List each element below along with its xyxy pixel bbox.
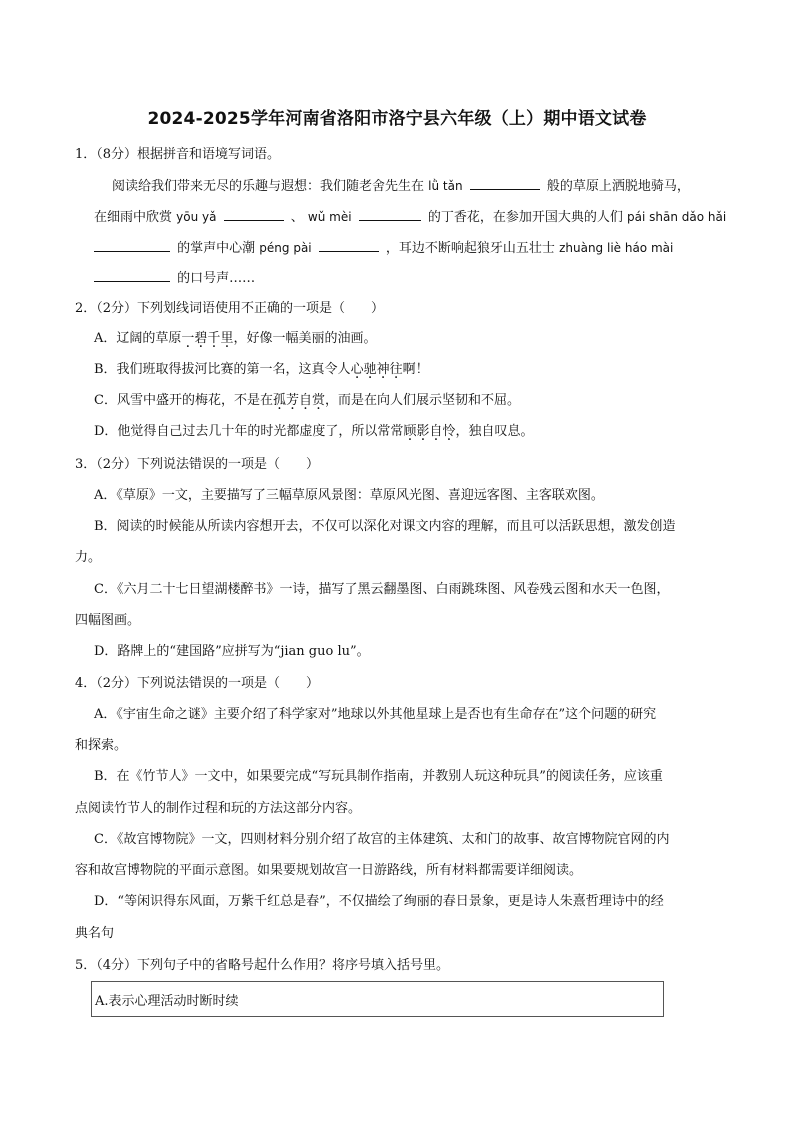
question-3-stem: 3．（2分）下列说法错误的一项是（ ）	[75, 457, 320, 472]
answer-blank[interactable]	[470, 176, 540, 190]
question-4-option-c-cont: 容和故宫博物院的平面示意图。如果要规划故宫一日游路线，所有材料都需要详细阅读。	[75, 863, 583, 878]
question-4-option-c[interactable]: C．《故宫博物院》一文，四则材料分别介绍了故宫的主体建筑、太和门的故事、故宫博物院官网的内	[94, 832, 670, 847]
answer-blank[interactable]	[319, 238, 379, 252]
question-4-option-a[interactable]: A．《宇宙生命之谜》主要介绍了科学家对”地球以外其他星球上是否也有生命存在”这个问题的研究	[94, 707, 657, 722]
question-3-option-b-cont: 力。	[75, 550, 102, 565]
question-1-line-3: 的掌声中心潮 péng pài ，耳边不断响起狼牙山五壮士 zhuàng liè háo mài	[94, 238, 673, 258]
question-2-stem: 2．（2分）下列划线词语使用不正确的一项是（ ）	[75, 301, 385, 316]
page-title: 2024-2025学年河南省洛阳市洛宁县六年级（上）期中语文试卷	[147, 109, 647, 129]
question-4-option-d-cont: 典名句	[75, 926, 115, 941]
question-1-line-4: 的口号声……	[94, 268, 255, 288]
underlined-word: 顾影自怜	[403, 424, 456, 439]
question-2-option-d[interactable]: D．他觉得自己过去几十年的时光都虚度了，所以常常顾影自怜，独自叹息。	[94, 424, 534, 439]
question-3-option-c[interactable]: C．《六月二十七日望湖楼醉书》一诗，描写了黑云翻墨图、白雨跳珠图、风卷残云图和水天一色图，	[94, 582, 670, 597]
question-3-option-d[interactable]: D．路牌上的“建国路”应拼写为“jian guo lu”。	[94, 644, 370, 659]
pinyin-6: zhuàng liè háo mài	[559, 241, 674, 255]
question-2-option-b[interactable]: B．我们班取得拔河比赛的第一名，这真令人心驰神往啊！	[94, 362, 429, 377]
question-4-option-a-cont: 和探索。	[75, 738, 128, 753]
question-5-stem: 5．（4分）下列句子中的省略号起什么作用？将序号填入括号里。	[75, 958, 450, 973]
question-1-line-1: 阅读给我们带来无尽的乐趣与遐想：我们随老舍先生在 lǜ tǎn 般的草原上洒脱地骑马，	[112, 176, 690, 196]
question-4-option-b[interactable]: B．在《竹节人》一文中，如果要完成“写玩具制作指南，并教别人玩这种玩具”的阅读任务，应该重	[94, 769, 663, 784]
answer-table	[91, 981, 664, 1017]
underlined-word: 心驰神往	[350, 362, 403, 377]
question-2-option-a[interactable]: A．辽阔的草原一碧千里，好像一幅美丽的油画。	[94, 331, 377, 346]
pinyin-1: lǜ tǎn	[428, 179, 463, 193]
answer-blank[interactable]	[94, 268, 170, 282]
question-4-stem: 4．（2分）下列说法错误的一项是（ ）	[75, 676, 320, 691]
question-2-option-c[interactable]: C．风雪中盛开的梅花，不是在孤芳自赏，而是在向人们展示坚韧和不屈。	[94, 393, 521, 408]
question-4-option-b-cont: 点阅读竹节人的制作过程和玩的方法这部分内容。	[75, 801, 362, 816]
question-3-option-b[interactable]: B．阅读的时候能从所读内容想开去，不仅可以深化对课文内容的理解，而且可以活跃思想，激发创造	[94, 519, 676, 534]
underlined-word: 孤芳自赏	[272, 393, 326, 408]
pinyin-5: péng pài	[259, 241, 312, 255]
pinyin-2: yōu yǎ	[176, 210, 217, 224]
table-cell-a: A.表示心理活动时断时续	[95, 994, 239, 1009]
pinyin-3: wǔ mèi	[307, 210, 352, 224]
question-1-stem: 1．（8分）根据拼音和语境写词语。	[75, 147, 281, 162]
question-4-option-d[interactable]: D．“等闲识得东风面，万紫千红总是春”，不仅描绘了绚丽的春日景象，更是诗人朱熹哲理诗中的经	[94, 894, 664, 909]
pinyin-4: pái shān dǎo hǎi	[627, 210, 727, 224]
answer-blank[interactable]	[359, 207, 421, 221]
question-3-option-a[interactable]: A．《草原》一文，主要描写了三幅草原风景图：草原风光图、喜迎远客图、主客联欢图。	[94, 488, 604, 503]
answer-blank[interactable]	[224, 207, 284, 221]
underlined-word: 一碧千里	[181, 331, 234, 346]
answer-blank[interactable]	[94, 238, 170, 252]
question-1-line-2: 在细雨中欣赏 yōu yǎ 、 wǔ mèi 的丁香花，在参加开国大典的人们 pái shān dǎo hǎi	[94, 207, 726, 227]
question-3-option-c-cont: 四幅图画。	[75, 613, 141, 628]
